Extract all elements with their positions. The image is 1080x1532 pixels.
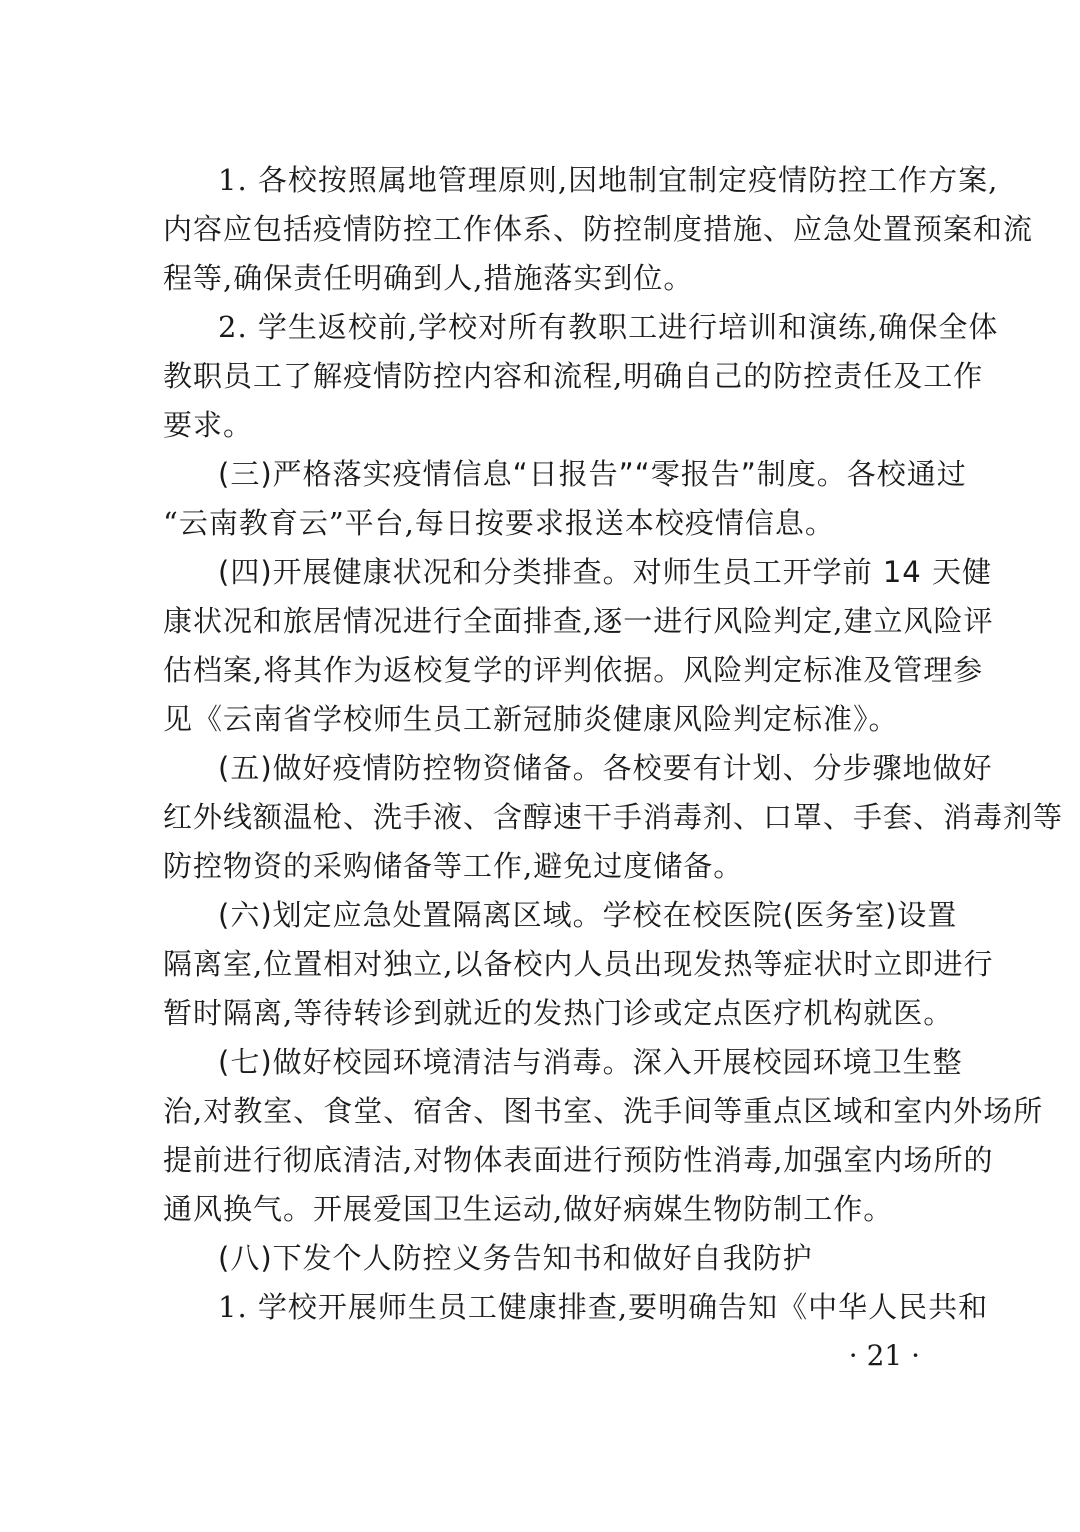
paragraph-line: 教职员工了解疫情防控内容和流程,明确自己的防控责任及工作	[163, 359, 984, 393]
paragraph-line: 内容应包括疫情防控工作体系、防控制度措施、应急处置预案和流	[163, 212, 1034, 246]
section-heading-line: (六)划定应急处置隔离区域。学校在校医院(医务室)设置	[218, 898, 958, 932]
paragraph-line: 1. 学校开展师生员工健康排查,要明确告知《中华人民共和	[218, 1290, 989, 1324]
paragraph-line: “云南教育云”平台,每日按要求报送本校疫情信息。	[163, 506, 835, 540]
paragraph-line: 要求。	[163, 408, 254, 442]
section-heading-line: (七)做好校园环境清洁与消毒。深入开展校园环境卫生整	[218, 1045, 963, 1079]
section-heading-line: (五)做好疫情防控物资储备。各校要有计划、分步骤地做好	[218, 751, 993, 785]
paragraph-line: 治,对教室、食堂、宿舍、图书室、洗手间等重点区域和室内外场所	[163, 1094, 1044, 1128]
paragraph-line: 暂时隔离,等待转诊到就近的发热门诊或定点医疗机构就医。	[163, 996, 954, 1030]
paragraph-line: 1. 各校按照属地管理原则,因地制宜制定疫情防控工作方案,	[218, 163, 999, 197]
section-heading-line: (四)开展健康状况和分类排查。对师生员工开学前 14 天健	[218, 555, 992, 589]
paragraph-line: 防控物资的采购储备等工作,避免过度储备。	[163, 849, 744, 883]
section-heading-line: (八)下发个人防控义务告知书和做好自我防护	[218, 1241, 813, 1275]
paragraph-line: 程等,确保责任明确到人,措施落实到位。	[163, 261, 694, 295]
page-number: · 21 ·	[848, 1339, 920, 1372]
paragraph-line: 隔离室,位置相对独立,以备校内人员出现发热等症状时立即进行	[163, 947, 994, 981]
paragraph-line: 提前进行彻底清洁,对物体表面进行预防性消毒,加强室内场所的	[163, 1143, 994, 1177]
paragraph-line: 估档案,将其作为返校复学的评判依据。风险判定标准及管理参	[163, 653, 984, 687]
paragraph-line: 红外线额温枪、洗手液、含醇速干手消毒剂、口罩、手套、消毒剂等	[163, 800, 1064, 834]
paragraph-line: 康状况和旅居情况进行全面排查,逐一进行风险判定,建立风险评	[163, 604, 994, 638]
paragraph-line: 见《云南省学校师生员工新冠肺炎健康风险判定标准》。	[163, 702, 899, 736]
paragraph-line: 2. 学生返校前,学校对所有教职工进行培训和演练,确保全体	[218, 310, 999, 344]
paragraph-line: 通风换气。开展爱国卫生运动,做好病媒生物防制工作。	[163, 1192, 894, 1226]
section-heading-line: (三)严格落实疫情信息“日报告”“零报告”制度。各校通过	[218, 457, 967, 491]
